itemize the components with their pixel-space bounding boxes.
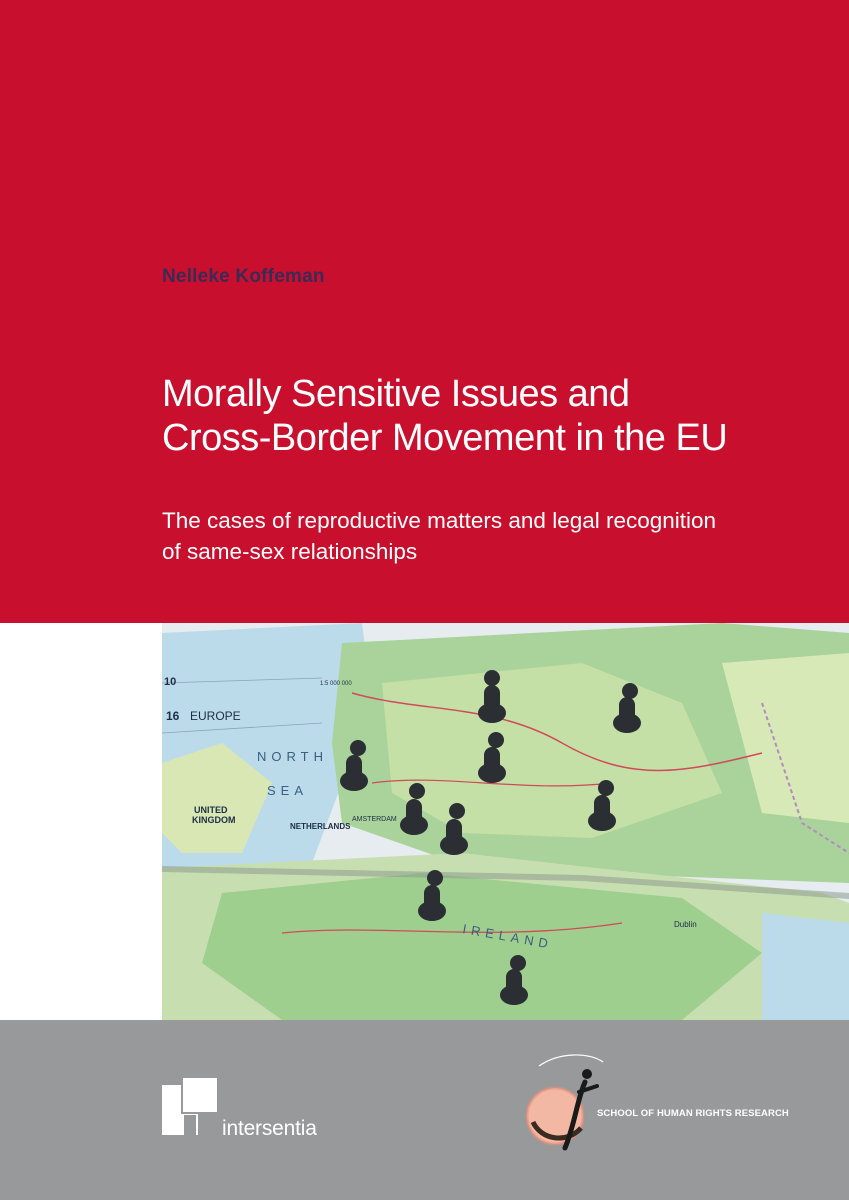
publisher-name: intersentia xyxy=(222,1117,317,1140)
map-label-north: NORTH xyxy=(257,749,328,764)
subtitle-line-1: The cases of reproductive matters and legal recognition xyxy=(162,508,717,533)
map-label-dublin: Dublin xyxy=(674,920,697,929)
subtitle-line-2: of same-sex relationships xyxy=(162,539,418,564)
series-name: SCHOOL OF HUMAN RIGHTS RESEARCH xyxy=(597,1108,789,1119)
map-label-united: UNITED xyxy=(194,805,228,815)
map-label-netherlands: NETHERLANDS xyxy=(290,822,351,831)
map-label-sea: SEA xyxy=(267,783,309,798)
map-illustration xyxy=(162,623,849,1020)
author-name: Nelleke Koffeman xyxy=(162,266,325,287)
book-subtitle xyxy=(162,505,822,567)
map-scale: 1:5 000 000 xyxy=(320,681,352,687)
map-label-europe: EUROPE xyxy=(190,709,241,723)
school-of-human-rights-research-logo-icon xyxy=(519,1048,609,1158)
map-page-number-b: 16 xyxy=(166,709,180,723)
cover-photo-map xyxy=(162,623,849,1020)
title-line-1: Morally Sensitive Issues and xyxy=(162,373,630,415)
book-title xyxy=(162,372,822,460)
title-line-2: Cross-Border Movement in the EU xyxy=(162,417,728,459)
map-label-amsterdam: AMSTERDAM xyxy=(352,816,397,823)
intersentia-logo-icon xyxy=(162,1077,218,1135)
map-page-number-a: 10 xyxy=(164,676,177,688)
map-label-kingdom: KINGDOM xyxy=(192,815,236,825)
map-label-ireland: IRELAND xyxy=(461,921,555,952)
